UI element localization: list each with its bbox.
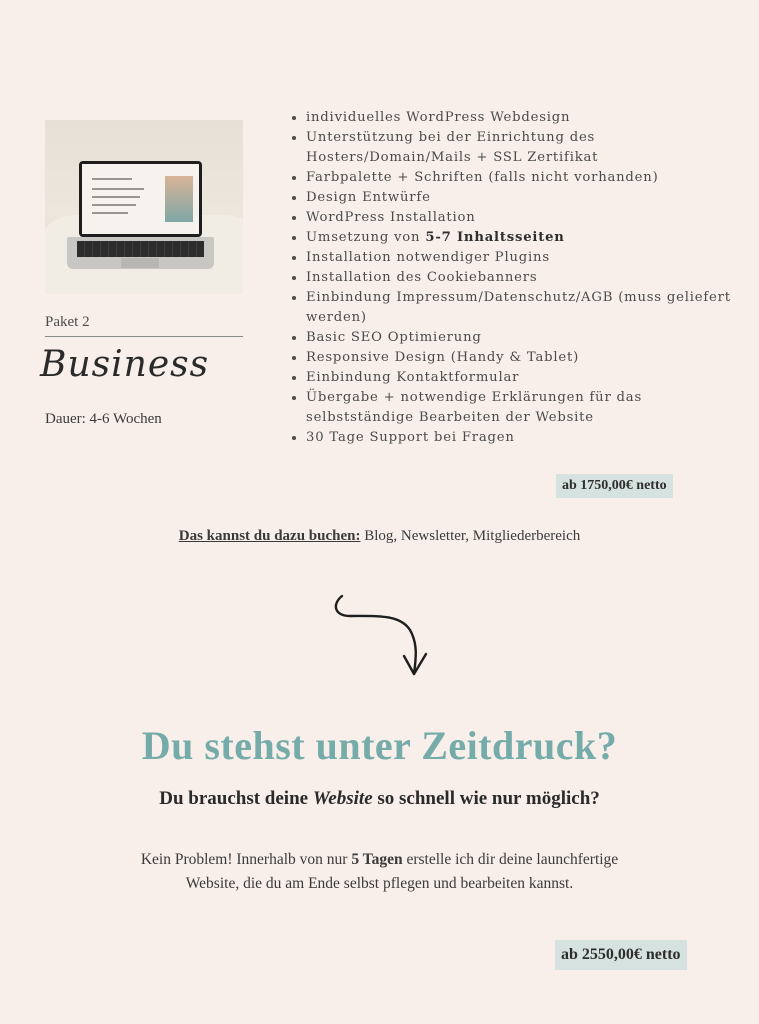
list-item: • Installation notwendiger Plugins [306,248,736,268]
curved-arrow-icon [328,590,438,680]
list-item: • Farbpalette + Schriften (falls nicht vorhanden) [306,168,736,188]
express-headline: Du stehst unter Zeitdruck? [141,723,618,768]
list-item: • Design Entwürfe [306,188,736,208]
addons-items: Blog, Newsletter, Mitgliederbereich [360,528,581,544]
list-item: • 30 Tage Support bei Fragen [306,428,736,448]
list-item: • Einbindung Kontaktformular [306,368,736,388]
list-item: • Unterstützung bei der Einrichtung des Hosters/Domain/Mails + SSL Zertifikat [306,128,736,168]
express-price-badge: ab 2550,00€ netto [555,940,687,970]
laptop-screen [79,161,202,237]
package-name: Business [40,344,210,385]
feature-list [288,108,736,448]
package-duration: Dauer: 4-6 Wochen [45,411,162,427]
list-item: • Umsetzung von 5-7 Inhaltsseiten [306,228,736,248]
addons-line [0,528,759,545]
laptop-keyboard [67,237,214,269]
list-item: • Einbindung Impressum/Datenschutz/AGB (muss geliefert werden) [306,288,736,328]
addons-label: Das kannst du dazu buchen: [178,528,361,544]
list-item: • Responsive Design (Handy & Tablet) [306,348,736,368]
express-body: Kein Problem! Innerhalb von nur 5 Tagen erstelle ich dir deine launchfertige Website, die du am Ende selbst pflegen und bearbeiten kannst. [140,851,619,892]
laptop-photo [45,120,243,294]
divider [45,336,243,337]
list-item: • Übergabe + notwendige Erklärungen für das selbstständige Bearbeiten der Website [306,388,736,428]
list-item: • WordPress Installation [306,208,736,228]
list-item: • individuelles WordPress Webdesign [306,108,736,128]
list-item: • Basic SEO Optimierung [306,328,736,348]
list-item: • Installation des Cookiebanners [306,268,736,288]
express-subheadline: Du brauchst deine Website so schnell wie nur möglich? [159,788,600,809]
price-badge: ab 1750,00€ netto [556,474,673,498]
package-label: Paket 2 [45,314,90,330]
